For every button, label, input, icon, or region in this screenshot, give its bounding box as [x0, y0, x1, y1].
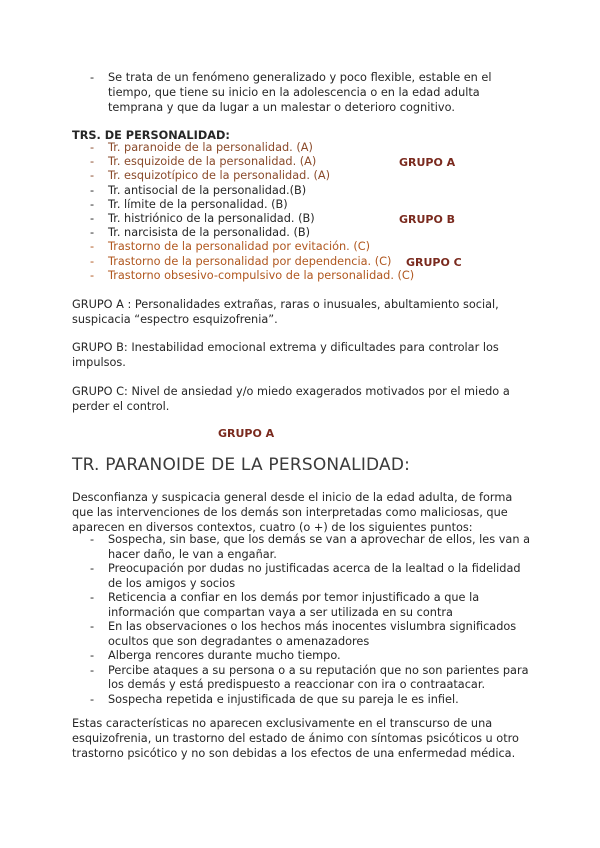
list-heading: TRS. DE PERSONALIDAD:: [72, 129, 230, 142]
closing-paragraph: Estas características no aparecen exclusivamente en el transcurso de una esquizofrenia, un trastorno del estado de ánimo con síntomas psicóticos u otro trastorno psicótico y no son debidas a los efectos de una enfermedad médica.: [72, 717, 519, 760]
list-item: - Reticencia a confiar en los demás por temor injustificado a que la información que compartan vaya a ser utilizada en su contra: [90, 591, 480, 619]
list-item: - Preocupación por dudas no justificadas acerca de la lealtad o la fidelidad de los amigos y socios: [90, 562, 521, 590]
group-a-description: GRUPO A : Personalidades extrañas, raras o inusuales, abultamiento social, suspicacia “espectro esquizofrenia”.: [72, 298, 499, 326]
document-page: - Se trata de un fenómeno generalizado y poco flexible, estable en el tiempo, que tiene su inicio en la adolescencia o en la edad adulta temprana y que da lugar a un malestar o deterioro cognitivo. TRS. DE PERSONALIDAD: - Tr. paranoide de la personalidad. (A) - Tr. esquizoide de la personalidad. (A) - Tr. esquizotípico de la personalidad. (A) - Tr. antisocial de la personalidad.(B) - Tr. límite de la personalidad. (B) - Tr. histriónico de la personalidad. (B) - Tr. narcisista de la personalidad. (B) - Trastorno de la personalidad por evitación. (C) - Trastorno de la personalidad por dependencia. (C) - Trastorno obsesivo-compulsivo de la personalidad. (C) GRUPO A GRUPO B GRUPO C GRUPO A : Personalidades extrañas, raras o inusuales, abultamiento social, suspicacia “espectro esquizofrenia”. GRUPO B: Inestabilidad emocional extrema y dificultades para controlar los impulsos. GRUPO C: Nivel de ansiedad y/o miedo exagerados motivados por el miedo a perder el control. GRUPO A TR. PARANOIDE DE LA PERSONALIDAD: Desconfianza y suspicacia general desde el inicio de la edad adulta, de forma que las intervenciones de los demás son interpretadas como maliciosas, que aparecen en diversos contextos, cuatro (o +) de los siguientes puntos: - Sospecha, sin base, que los demás se van a aprovechar de ellos, les van a hacer daño, le van a engañar. - Preocupación por dudas no justificadas acerca de la lealtad o la fidelidad de los amigos y socios - Reticencia a confiar en los demás por temor injustificado a que la información que compartan vaya a ser utilizada en su contra - En las observaciones o los hechos más inocentes vislumbra significados ocultos que son degradantes o amenazadores - Alberga rencores durante mucho tiempo. - Percibe ataques a su persona o a su reputación que no son parientes para los demás y está predispuesto a reaccionar con ira o contraatacar. - Sospecha repetida e injustificada de que su pareja le es infiel. Estas características no aparecen exclusivamente en el transcurso de una esquizofrenia, un trastorno del estado de ánimo con síntomas psicóticos u otro trastorno psicótico y no son debidas a los efectos de una enfermedad médica.: [72, 71, 531, 760]
list-item: - Percibe ataques a su persona o a su reputación que no son parientes para los demás y está predispuesto a reaccionar con ira o contraatacar.: [90, 663, 529, 691]
list-item: - Sospecha repetida e injustificada de que su pareja le es infiel.: [90, 692, 459, 706]
criteria-list: [90, 533, 530, 707]
list-item: - Alberga rencores durante mucho tiempo.: [90, 649, 341, 662]
section-title: TR. PARANOIDE DE LA PERSONALIDAD:: [72, 455, 411, 475]
group-b-description: GRUPO B: Inestabilidad emocional extrema y dificultades para controlar los impulsos.: [72, 341, 499, 369]
group-a-label: GRUPO A: [399, 156, 456, 169]
section-group-label: GRUPO A: [218, 427, 275, 440]
intro-text: Se trata de un fenómeno generalizado y poco flexible, estable en el tiempo, que tiene su inicio en la adolescencia o en la edad adulta temprana y que da lugar a un malestar o deterioro cognitivo.: [108, 71, 492, 114]
list-item: - Sospecha, sin base, que los demás se van a aprovechar de ellos, les van a hacer daño, le van a engañar.: [90, 533, 531, 561]
intro-bullet: [90, 70, 520, 115]
bullet-dash: -: [90, 71, 95, 84]
group-c-description: GRUPO C: Nivel de ansiedad y/o miedo exagerados motivados por el miedo a perder el control.: [72, 385, 510, 413]
group-c-label: GRUPO C: [406, 256, 462, 269]
section-intro: Desconfianza y suspicacia general desde el inicio de la edad adulta, de forma que las intervenciones de los demás son interpretadas como maliciosas, que aparecen en diversos contextos, cuatro (o +) de los siguientes puntos:: [72, 491, 513, 534]
group-b-label: GRUPO B: [399, 213, 456, 226]
list-item: - En las observaciones o los hechos más inocentes vislumbra significados ocultos que son degradantes o amenazadores: [90, 620, 517, 648]
